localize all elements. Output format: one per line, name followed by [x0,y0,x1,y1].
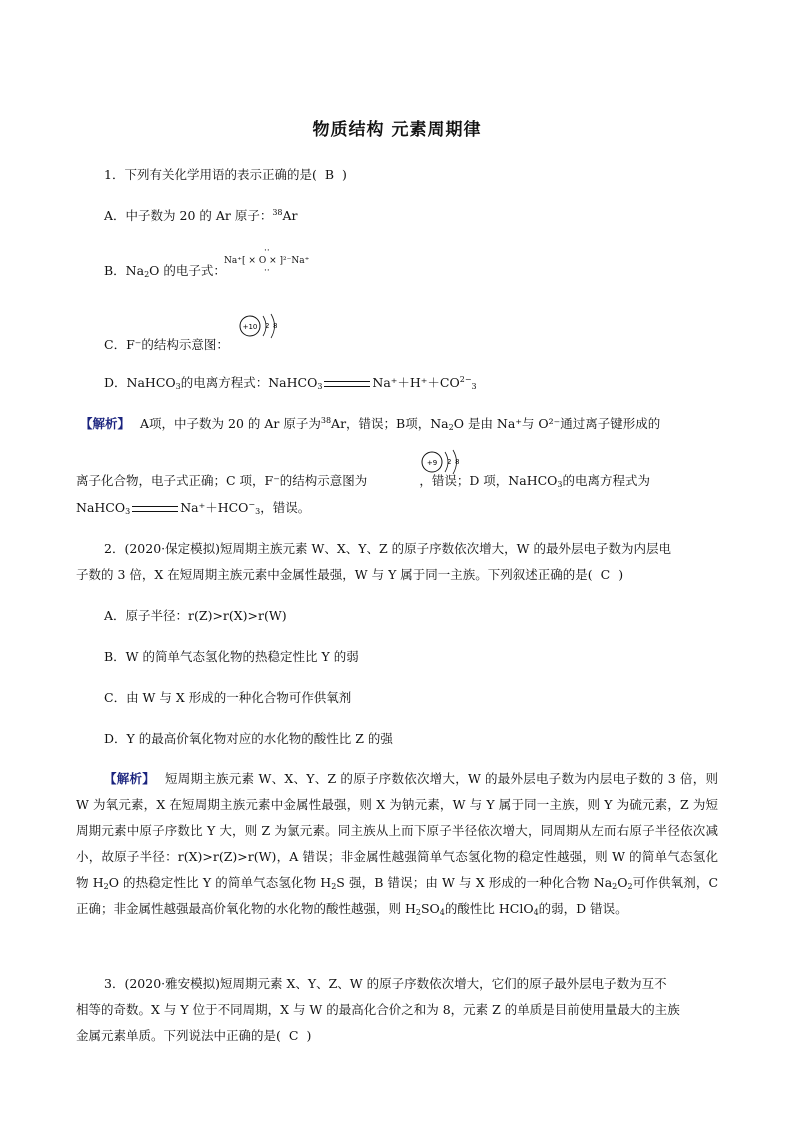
a1-line-1: 【解析】 A项，中子数为 20 的 Ar 原子为$^{38}$Ar，错误；B项，$Na_2O$ 是由 Na⁺与 O²⁻通过离子键形成的 [80,416,661,432]
q1-option-b: B．$Na_2O$ 的电子式： [104,263,226,279]
shell-1-count: 2 [265,322,270,330]
q2-stem-line-1: 2．(2020·保定模拟)短周期主族元素 W、X、Y、Z 的原子序数依次增大，W 的最外层电子数为内层电 [104,541,671,556]
f-ion-structure-diagram [238,312,282,342]
q1-answer: B [324,167,335,182]
q1-stem: 1．下列有关化学用语的表示正确的是( B ) [104,167,347,182]
nucleus-label: +9 [426,459,438,467]
a1-line-3: NaHCO$_3$ $Na^++HCO^-_3$，错误。 [76,500,311,516]
q2-option-c: C．由 W 与 X 形成的一种化合物可作供氧剂 [104,690,352,705]
a2-paragraph: 【解析】 短周期主族元素 W、X、Y、Z 的原子序数依次增大，W 的最外层电子数为内层电子数的 3 倍，则 W 为氧元素，X 在短周期主族元素中金属性最强，则 X 为钠元素，W 与 Y 属于同一主族，则 Y 为硫元素，Z 为短周期元素中原子序数比 Y 大，则 Z 为氯元素。同主族从上而下原子半径依次增大，同周期从左而右原子半径依次减小，故原子半径：r(X)>r(Z)>r(W)，A 错误；非金属性越强简单气态氢化物的稳定性越强，则 W 的简单气态氢化物 $H_2O$ 的热稳定性比 Y 的简单气态氢化物 $H_2S$ 强，B 错误；由 W 与 X 形成的一种化合物 $Na_2O_2$可作供氧剂，C 正确；非金属性越强最高价氧化物的水化物的酸性越强，则 $H_2SO_4$的酸性比 HClO$_4$的弱，D 错误。 [76,771,719,917]
q3-stem-line-1: 3．(2020·雅安模拟)短周期元素 X、Y、Z、W 的原子序数依次增大，它们的原子最外层电子数为互不 [104,976,667,991]
analysis-tag: 【解析】 [80,416,131,431]
q3-stem-line-2: 相等的奇数。X 与 Y 位于不同周期，X 与 W 的最高化合价之和为 8，元素 Z 的单质是目前使用量最大的主族 [76,1002,680,1017]
nucleus-label: +10 [242,323,258,331]
q3-answer: C [288,1028,299,1043]
a1-line-2: 离子化合物，电子式正确；C 项，F⁻的结构示意图为 ，错误；D 项，NaHCO$_3$的电离方程式为 [76,473,651,489]
q1-option-a: A．中子数为 20 的 Ar 原子：$^{38}$Ar [104,208,298,223]
shell-1-count: 2 [447,458,452,466]
equals-sign [132,506,178,512]
q1-option-d: D．NaHCO$_3$的电离方程式：NaHCO$_3$ $Na^++H^++CO^{2-}_3$ [104,375,477,391]
f-ion-structure-diagram-analysis [420,448,464,478]
q2-answer: C [600,567,611,582]
q1-option-c: C．F⁻的结构示意图： [104,337,229,352]
q2-option-a: A．原子半径：r(Z)>r(X)>r(W) [104,608,287,623]
q3-stem-line-3: 金属元素单质。下列说法中正确的是( C ) [76,1028,312,1043]
analysis-tag: 【解析】 [104,771,156,786]
shell-2-count: 8 [273,322,278,330]
equals-sign [324,381,370,387]
q2-stem-line-2: 子数的 3 倍，X 在短周期主族元素中金属性最强，W 与 Y 属于同一主族。下列叙述正确的是( C ) [76,567,624,582]
q2-option-b: B．W 的简单气态氢化物的热稳定性比 Y 的弱 [104,649,359,664]
page-title: 物质结构 元素周期律 [312,120,482,140]
shell-2-count: 8 [455,458,460,466]
q2-option-d: D．Y 的最高价氧化物对应的水化物的酸性比 Z 的强 [104,731,393,746]
